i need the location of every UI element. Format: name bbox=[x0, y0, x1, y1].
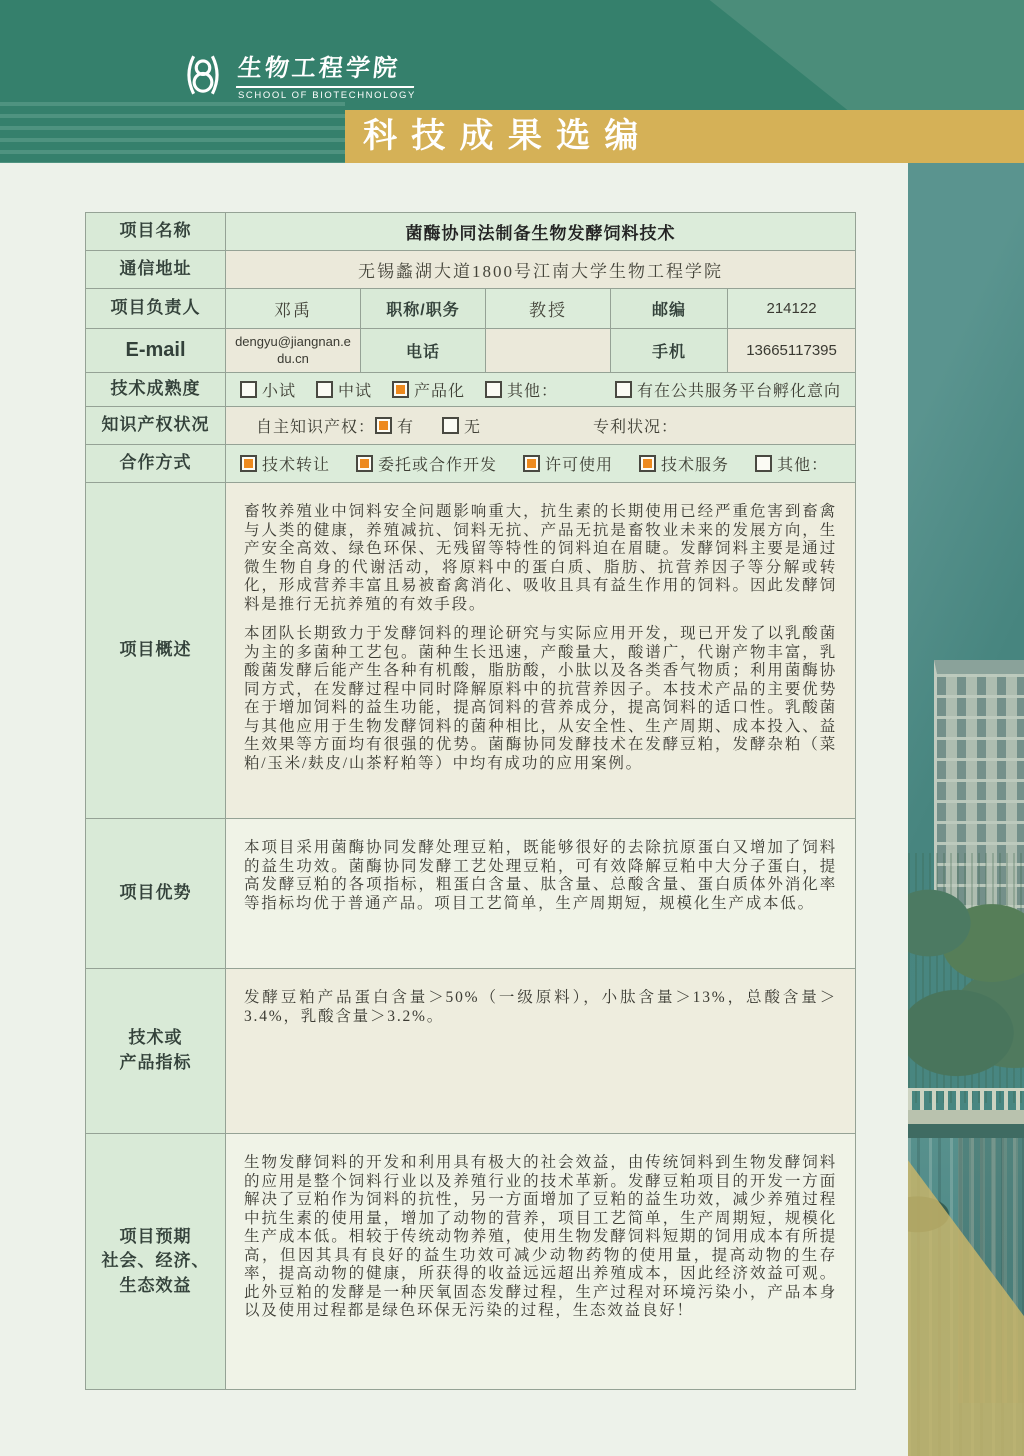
indicators-paragraph: 发酵豆粕产品蛋白含量＞50%（一级原料），小肽含量＞13%，总酸含量＞3.4%，乳酸含量＞3.2%。 bbox=[244, 989, 838, 1025]
checkbox-pilot-small[interactable] bbox=[240, 381, 257, 398]
label-email: E-mail bbox=[86, 329, 226, 373]
label-benefits-line: 社会、经济、 bbox=[101, 1251, 210, 1271]
value-job-title: 教授 bbox=[486, 289, 611, 329]
row-cooperation bbox=[86, 445, 856, 483]
value-indicators bbox=[226, 969, 856, 1134]
option-label: 技术转让 bbox=[262, 457, 331, 474]
row-leader bbox=[86, 289, 856, 329]
checkbox-ip-no[interactable] bbox=[442, 417, 459, 434]
row-email bbox=[86, 329, 856, 373]
row-address bbox=[86, 251, 856, 289]
value-cooperation bbox=[226, 445, 856, 483]
label-project-name: 项目名称 bbox=[86, 213, 226, 251]
checkbox-ip-yes[interactable] bbox=[375, 417, 392, 434]
option-ip-yes bbox=[375, 414, 414, 437]
project-form-table bbox=[85, 212, 856, 1390]
benefits-paragraph: 生物发酵饲料的开发和利用具有极大的社会效益，由传统饲料到生物发酵饲料的应用是整个饲料行业以及养殖行业的技术革新。发酵豆粕项目的开发一方面解决了豆粕作为饲料的抗性，另一方面增加了豆粕的益生功效，减少养殖过程中抗生素的使用量，增加了动物的营养，项目工艺简单，生产周期短，规模化生产成本低。相较于传统动物养殖，使用生物发酵饲料短期的饲用成本有所提高，但因其具有良好的益生功效可减少动物药物的使用量，提高动物的生存率，提高动物的健康，所获得的收益远远超出养殖成本，因此经济效益可观。此外豆粕的发酵是一种厌氧固态发酵过程，生产过程对环境污染小，产品本身以及使用过程都是绿色环保无污染的过程，生态效益良好！ bbox=[244, 1154, 838, 1319]
option-pilot-small bbox=[240, 378, 296, 401]
label-benefits bbox=[86, 1134, 226, 1390]
value-phone bbox=[486, 329, 611, 373]
option-label: 其他： bbox=[777, 457, 829, 474]
value-address: 无锡蠡湖大道1800号江南大学生物工程学院 bbox=[226, 251, 856, 289]
header-banner bbox=[0, 0, 1024, 163]
row-advantage bbox=[86, 819, 856, 969]
campus-photo-strip bbox=[908, 163, 1024, 1456]
row-maturity bbox=[86, 373, 856, 407]
option-label: 产品化 bbox=[414, 383, 466, 400]
checkbox-licensing[interactable] bbox=[523, 455, 540, 472]
value-mobile: 13665117395 bbox=[728, 329, 856, 373]
option-label: 其他： bbox=[507, 383, 559, 400]
label-phone: 电话 bbox=[361, 329, 486, 373]
value-overview bbox=[226, 483, 856, 819]
photo-bridge bbox=[908, 1088, 1024, 1138]
label-mobile: 手机 bbox=[611, 329, 728, 373]
school-emblem-icon bbox=[178, 50, 228, 100]
school-logo bbox=[178, 48, 416, 101]
label-benefits-line: 项目预期 bbox=[119, 1226, 192, 1246]
option-tech-service bbox=[639, 452, 729, 475]
page-title: 科技成果选编 bbox=[363, 117, 653, 155]
option-label: 委托或合作开发 bbox=[378, 457, 498, 474]
row-project-name bbox=[86, 213, 856, 251]
label-indicators bbox=[86, 969, 226, 1134]
logo-chinese-name: 生物工程学院 bbox=[236, 48, 418, 88]
value-ip-status bbox=[226, 407, 856, 445]
value-leader: 邓禹 bbox=[226, 289, 361, 329]
option-productized bbox=[392, 378, 465, 401]
option-label: 有在公共服务平台孵化意向 bbox=[637, 383, 842, 400]
option-ip-no bbox=[442, 414, 481, 437]
option-other-cooperation bbox=[755, 452, 828, 475]
logo-english-name: SCHOOL OF BIOTECHNOLOGY bbox=[238, 90, 416, 101]
label-leader: 项目负责人 bbox=[86, 289, 226, 329]
photo-trees bbox=[908, 853, 1024, 1103]
checkbox-other-maturity[interactable] bbox=[485, 381, 502, 398]
checkbox-joint-development[interactable] bbox=[356, 455, 373, 472]
row-indicators bbox=[86, 969, 856, 1134]
overview-paragraph: 畜牧养殖业中饲料安全问题影响重大，抗生素的长期使用已经严重危害到畜禽与人类的健康，养殖减抗、饲料无抗、产品无抗是畜牧业未来的发展方向，生产安全高效、绿色环保、无残留等特性的饲料迫在眉睫。发酵饲料主要是通过微生物自身的代谢活动，将原料中的蛋白质、脂肪、抗营养因子等分解或转化，形成营养丰富且易被畜禽消化、吸收且具有益生作用的饲料。因此发酵饲料是推行无抗养殖的有效手段。 bbox=[244, 503, 838, 613]
label-indicators-line: 技术或 bbox=[128, 1028, 183, 1048]
label-cooperation: 合作方式 bbox=[86, 445, 226, 483]
label-advantage: 项目优势 bbox=[86, 819, 226, 969]
option-label: 小试 bbox=[262, 383, 297, 400]
value-advantage bbox=[226, 819, 856, 969]
checkbox-other-cooperation[interactable] bbox=[755, 455, 772, 472]
value-maturity bbox=[226, 373, 856, 407]
checkbox-pilot-medium[interactable] bbox=[316, 381, 333, 398]
label-benefits-line: 生态效益 bbox=[119, 1275, 192, 1295]
header-stripes bbox=[0, 102, 345, 163]
row-benefits bbox=[86, 1134, 856, 1390]
option-tech-transfer bbox=[240, 452, 330, 475]
patent-status-label: 专利状况： bbox=[593, 419, 679, 436]
option-label: 中试 bbox=[338, 383, 373, 400]
option-label: 许可使用 bbox=[545, 457, 614, 474]
label-maturity: 技术成熟度 bbox=[86, 373, 226, 407]
logo-text bbox=[238, 48, 416, 101]
option-incubation bbox=[615, 378, 841, 401]
label-overview: 项目概述 bbox=[86, 483, 226, 819]
row-overview bbox=[86, 483, 856, 819]
label-indicators-line: 产品指标 bbox=[119, 1053, 192, 1072]
option-other-maturity bbox=[485, 378, 558, 401]
label-job-title: 职称/职务 bbox=[361, 289, 486, 329]
option-label: 无 bbox=[464, 419, 482, 436]
checkbox-tech-service[interactable] bbox=[639, 455, 656, 472]
value-email: dengyu@jiangnan.edu.cn bbox=[226, 329, 361, 373]
option-pilot-medium bbox=[316, 378, 372, 401]
value-benefits bbox=[226, 1134, 856, 1390]
label-address: 通信地址 bbox=[86, 251, 226, 289]
title-banner bbox=[345, 110, 1024, 163]
value-project-name: 菌酶协同法制备生物发酵饲料技术 bbox=[226, 213, 856, 251]
overview-paragraph: 本团队长期致力于发酵饲料的理论研究与实际应用开发，现已开发了以乳酸菌为主的多菌种工艺包。菌种生长迅速，产酸量大，酸谱广，代谢产物丰富，乳酸菌发酵后能产生各种有机酸，脂肪酸，小肽以及各类香气物质；利用菌酶协同方式，在发酵过程中同时降解原料中的抗营养因子。本技术产品的主要优势在于增加饲料的益生功能，提高饲料的营养成分，提高饲料的适口性。乳酸菌与其他应用于生物发酵饲料的菌种相比，从安全性、生产周期、成本投入、益生效果等方面均有很强的优势。菌酶协同发酵技术在发酵豆粕，发酵杂粕（菜粕/玉米/麸皮/山茶籽粕等）中均有成功的应用案例。 bbox=[244, 625, 838, 772]
option-label: 有 bbox=[397, 419, 415, 436]
option-licensing bbox=[523, 452, 613, 475]
value-postcode: 214122 bbox=[728, 289, 856, 329]
row-ip-status bbox=[86, 407, 856, 445]
option-label: 技术服务 bbox=[661, 457, 730, 474]
label-ip-status: 知识产权状况 bbox=[86, 407, 226, 445]
checkbox-incubation[interactable] bbox=[615, 381, 632, 398]
checkbox-tech-transfer[interactable] bbox=[240, 455, 257, 472]
checkbox-productized[interactable] bbox=[392, 381, 409, 398]
option-joint-development bbox=[356, 452, 497, 475]
photo-bridge-deck bbox=[908, 1110, 1024, 1124]
label-postcode: 邮编 bbox=[611, 289, 728, 329]
ip-own-label: 自主知识产权： bbox=[256, 419, 376, 436]
photo-bridge-shadow bbox=[908, 1124, 1024, 1138]
advantage-paragraph: 本项目采用菌酶协同发酵处理豆粕，既能够很好的去除抗原蛋白又增加了饲料的益生功效。菌酶协同发酵工艺处理豆粕，可有效降解豆粕中大分子蛋白，提高发酵豆粕的各项指标，粗蛋白含量、肽含量、总酸含量、蛋白质体外消化率等指标均优于普通产品。项目工艺简单，生产周期短，规模化生产成本低。 bbox=[244, 839, 838, 912]
